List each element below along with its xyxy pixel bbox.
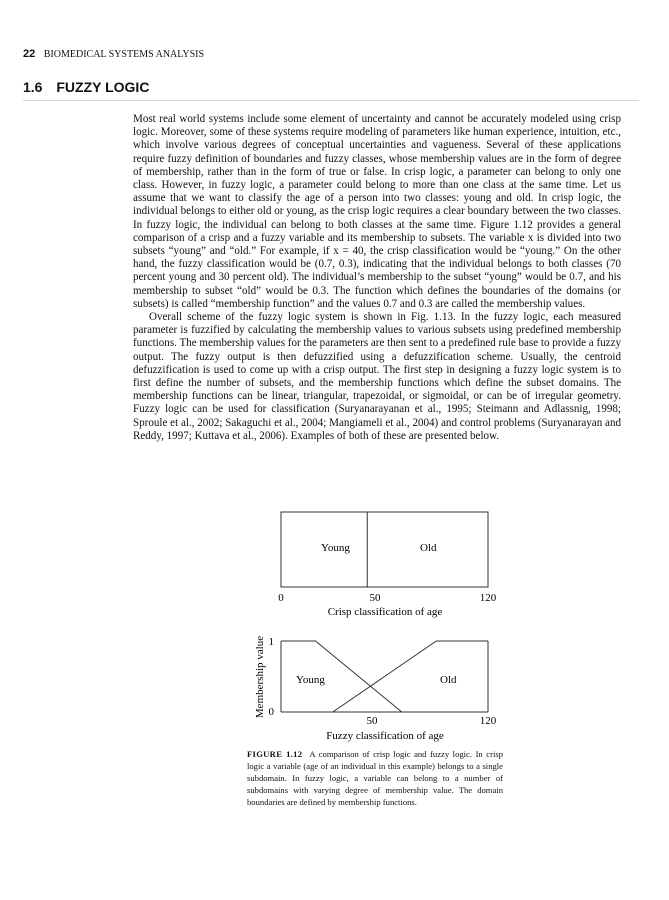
caption-label: FIGURE 1.12 bbox=[247, 749, 303, 759]
crisp-tick-50: 50 bbox=[369, 592, 381, 604]
crisp-old-label: Old bbox=[420, 542, 437, 554]
fuzzy-ytick-0: 0 bbox=[268, 706, 274, 718]
fuzzy-ylabel: Membership value bbox=[254, 635, 266, 719]
fuzzy-ytick-1: 1 bbox=[268, 636, 274, 648]
crisp-xlabel: Crisp classification of age bbox=[327, 606, 443, 618]
figure-1-12 bbox=[230, 505, 520, 742]
crisp-young-label: Young bbox=[321, 542, 350, 554]
fuzzy-tick-120: 120 bbox=[479, 715, 497, 727]
paragraph: Overall scheme of the fuzzy logic system is shown in Fig. 1.13. In the fuzzy logic, each measured parameter is fuzzified by calculating the membership values to various subsets using predefined membership functions. The membership values for the parameters are then sent to a predefined rule base to provide a fuzzy output. The fuzzy output is then defuzzified using a defuzzification scheme. Usually, the centroid defuzzification is used to come up with a crisp output. The first step in designing a fuzzy logic system is to first define the number of subsets, and the membership functions which define the subset domains. The membership functions can be linear, triangular, trapezoidal, or sigmoidal, or can be of irregular geometry. Fuzzy logic can be used for classification (Suryanarayanan et al., 1995; Steimann and Adlassnig, 1998; Sproule et al., 2002; Sakaguchi et al., 2004; Mangiameli et al., 2004) and control problems (Suryanarayan and Reddy, 1997; Kuttava et al., 2006). Examples of both of these are presented below. bbox=[133, 311, 621, 442]
section-heading bbox=[23, 79, 639, 101]
crisp-tick-120: 120 bbox=[479, 592, 497, 604]
running-title: BIOMEDICAL SYSTEMS ANALYSIS bbox=[43, 49, 205, 60]
running-head bbox=[23, 48, 204, 60]
fuzzy-old-membership-line bbox=[333, 641, 488, 712]
fuzzy-old-label: Old bbox=[440, 674, 457, 686]
section-number: 1.6 bbox=[23, 79, 43, 95]
figure-caption bbox=[247, 748, 503, 808]
fuzzy-tick-50: 50 bbox=[366, 715, 378, 727]
caption-text: A comparison of crisp logic and fuzzy logic. In crisp logic a variable (age of an individual in this example) belongs to a single subdomain. In fuzzy logic, a variable can belong to a number of subdomains with varying degree of membership value. The domain boundaries are defined by membership functions. bbox=[247, 749, 503, 807]
fuzzy-xlabel: Fuzzy classification of age bbox=[326, 730, 444, 742]
page-number: 22 bbox=[23, 48, 36, 60]
crisp-panel bbox=[278, 512, 497, 618]
section-title: FUZZY LOGIC bbox=[56, 79, 150, 95]
fuzzy-young-label: Young bbox=[296, 674, 325, 686]
figure-svg bbox=[230, 505, 520, 745]
crisp-frame bbox=[281, 512, 488, 587]
fuzzy-panel bbox=[254, 636, 497, 742]
crisp-tick-0: 0 bbox=[278, 592, 284, 604]
paragraph: Most real world systems include some element of uncertainty and cannot be accurately modeled using crisp logic. Moreover, some of these systems require modeling of parameters like human experience, intuition, etc., which involve various degrees of conceptual uncertainties and vagueness. Several of these applications require fuzzy definition of boundaries and fuzzy classes, whose membership values are in the form of degree of membership, rather than in the form of true or false. In crisp logic, a parameter can belong to only one class. However, in fuzzy logic, a parameter could belong to more than one class at the same time. Let us assume that we want to classify the age of a person into two classes: young and old. In crisp logic, the individual belongs to either old or young, as the crisp logic requires a clear boundary between the two classes. In fuzzy logic, the individual can belong to both classes at the same time. Figure 1.12 provides a general comparison of a crisp and a fuzzy variable and its membership to subsets. The variable x is divided into two subsets “young” and “old.” For example, if x = 40, the crisp classification would be “young.” On the other hand, the fuzzy classification would be (0.7, 0.3), indicating that the individual belongs to both classes (70 percent young and 30 percent old). The individual’s membership to the subset “young” would be 0.7, and his membership to subset “old” would be 0.3. The function which defines the boundaries of the domains (or subsets) is called “membership function” and the values 0.7 and 0.3 are called the membership values. bbox=[133, 113, 621, 310]
body-text bbox=[133, 113, 621, 443]
